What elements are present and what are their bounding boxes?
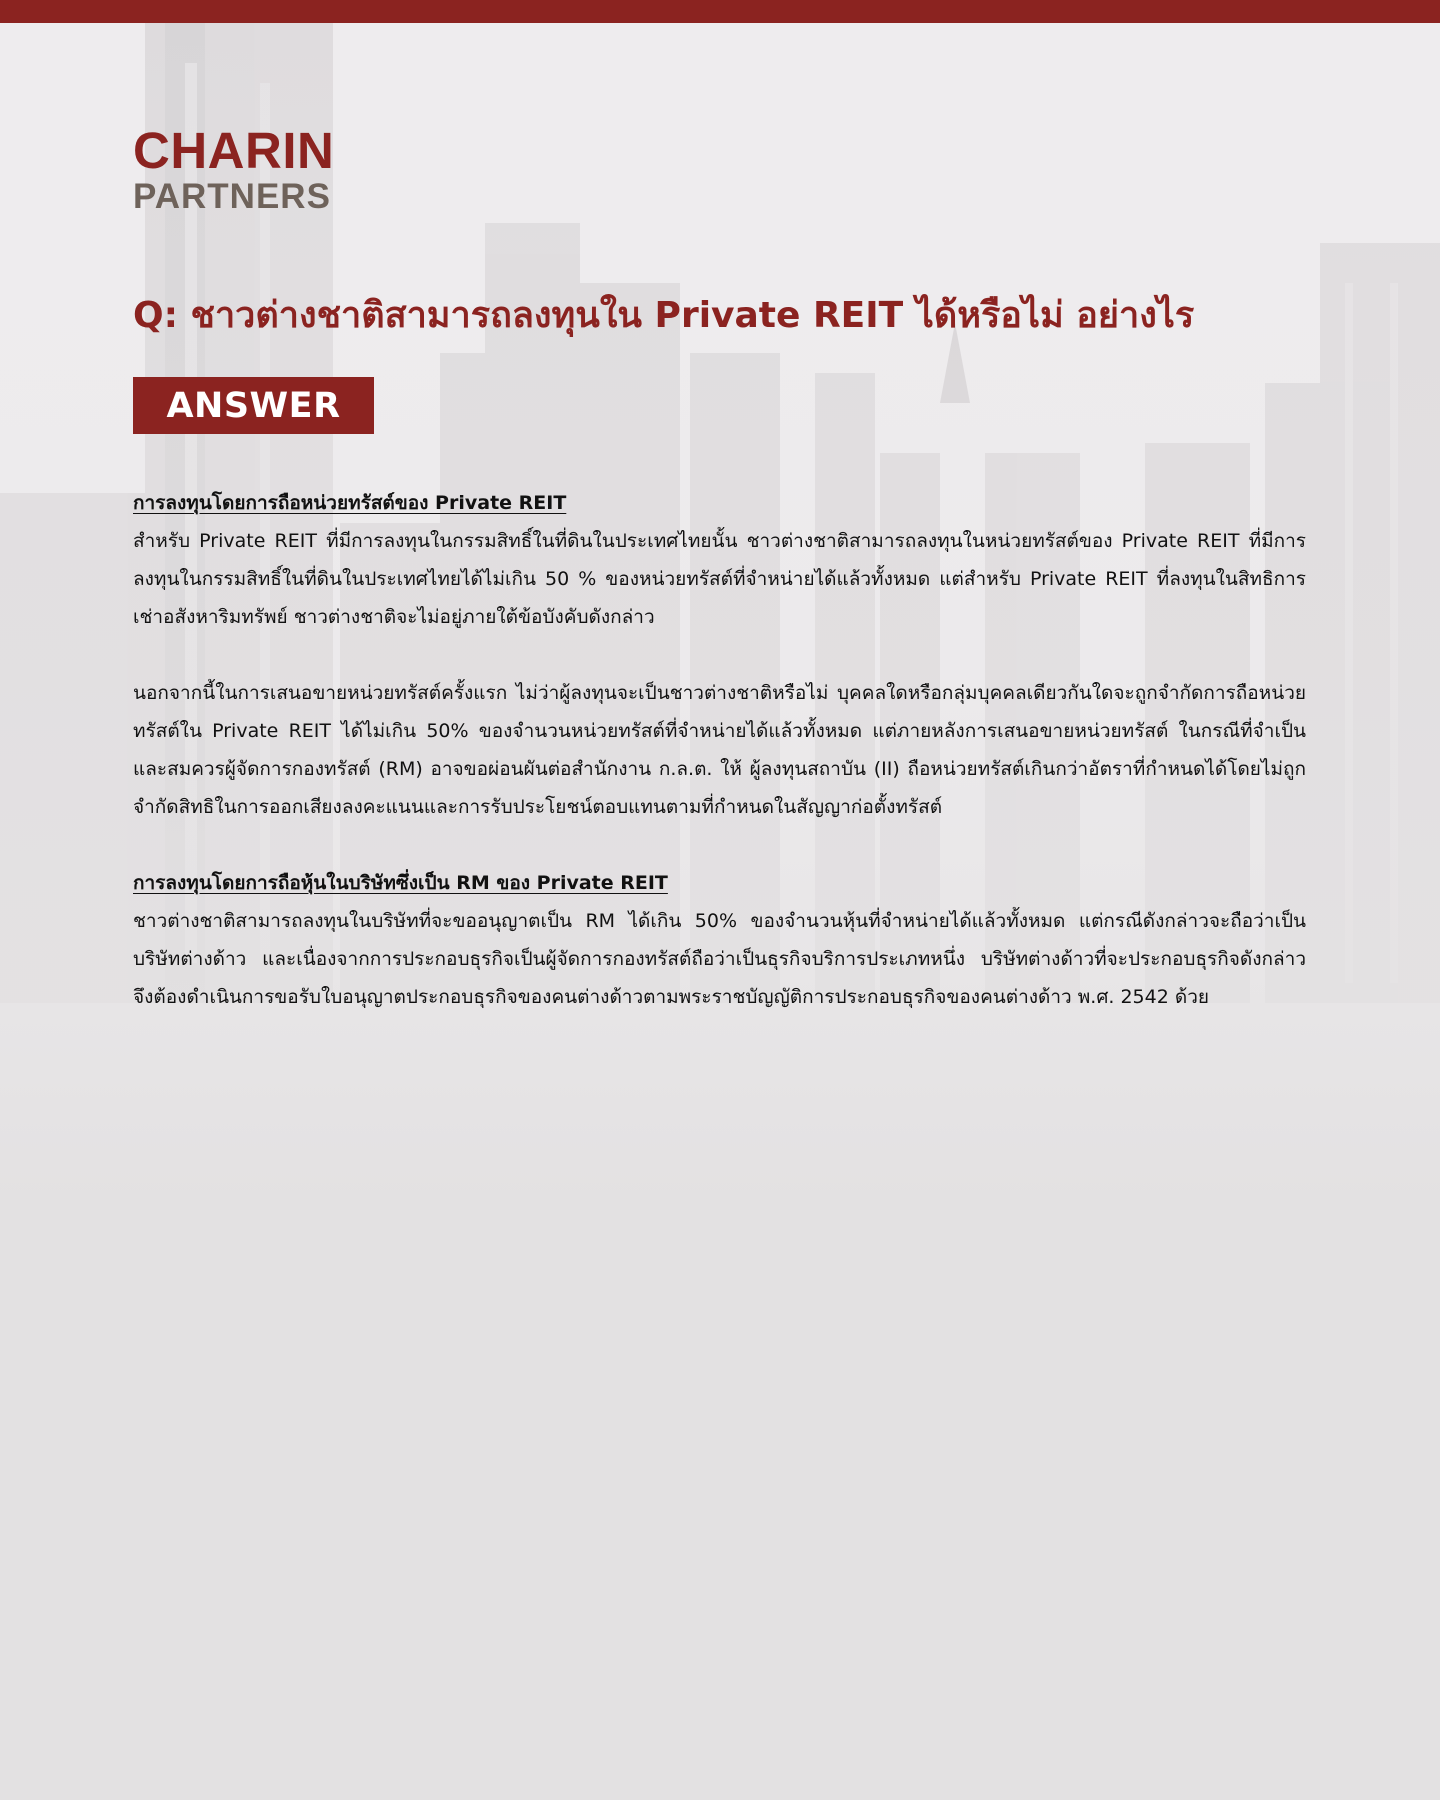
paragraph-trust-units-foreign-limit: สำหรับ Private REIT ที่มีการลงทุนในกรรมสิทธิ์ในที่ดินในประเทศไทยนั้น ชาวต่างชาติสามารถลงทุนในหน่วยทรัสต์ของ Private REIT ที่มีการลงทุนในกรรมสิทธิ์ในที่ดินในประเทศไทยได้ไม่เกิน 50 % ของหน่วยทรัสต์ที่จำหน่ายได้แล้วทั้งหมด แต่สำหรับ Private REIT ที่ลงทุนในสิทธิการเช่าอสังหาริมทรัพย์ ชาวต่างชาติจะไม่อยู่ภายใต้ข้อบังคับดังกล่าว	[133, 530, 1306, 628]
answer-content	[133, 484, 1306, 1016]
question-title: Q: ชาวต่างชาติสามารถลงทุนใน Private REIT ได้หรือไม่ อย่างไร	[133, 295, 1195, 336]
section-heading-trust-units: การลงทุนโดยการถือหน่วยทรัสต์ของ Private REIT	[133, 492, 567, 514]
answer-badge: ANSWER	[133, 377, 374, 434]
company-logo	[133, 122, 335, 216]
logo-name-line2: PARTNERS	[133, 177, 331, 216]
logo-name-line1: CHARIN	[133, 122, 335, 179]
paragraph-rm-shares: ชาวต่างชาติสามารถลงทุนในบริษัทที่จะขออนุญาตเป็น RM ได้เกิน 50% ของจำนวนหุ้นที่จำหน่ายได้แล้วทั้งหมด แต่กรณีดังกล่าวจะถือว่าเป็นบริษัทต่างด้าว และเนื่องจากการประกอบธุรกิจเป็นผู้จัดการกองทรัสต์ถือว่าเป็นธุรกิจบริการประเภทหนึ่ง บริษัทต่างด้าวที่จะประกอบธุรกิจดังกล่าวจึงต้องดำเนินการขอรับใบอนุญาตประกอบธุรกิจของคนต่างด้าวตามพระราชบัญญัติการประกอบธุรกิจของคนต่างด้าว พ.ศ. 2542 ด้วย	[133, 910, 1306, 1008]
paragraph-trust-units-initial-offering: นอกจากนี้ในการเสนอขายหน่วยทรัสต์ครั้งแรก ไม่ว่าผู้ลงทุนจะเป็นชาวต่างชาติหรือไม่ บุคคลใดหรือกลุ่มบุคคลเดียวกันใดจะถูกจำกัดการถือหน่วยทรัสต์ใน Private REIT ได้ไม่เกิน 50% ของจำนวนหน่วยทรัสต์ที่จำหน่ายได้แล้วทั้งหมด แต่ภายหลังการเสนอขายหน่วยทรัสต์ ในกรณีที่จำเป็นและสมควรผู้จัดการกองทรัสต์ (RM) อาจขอผ่อนผันต่อสำนักงาน ก.ล.ต. ให้ ผู้ลงทุนสถาบัน (II) ถือหน่วยทรัสต์เกินกว่าอัตราที่กำหนดได้โดยไม่ถูกจำกัดสิทธิในการออกเสียงลงคะแนนและการรับประโยชน์ตอบแทนตามที่กำหนดในสัญญาก่อตั้งทรัสต์	[133, 682, 1306, 818]
top-accent-bar	[0, 0, 1440, 23]
section-heading-rm-shares: การลงทุนโดยการถือหุ้นในบริษัทซึ่งเป็น RM ของ Private REIT	[133, 872, 668, 894]
